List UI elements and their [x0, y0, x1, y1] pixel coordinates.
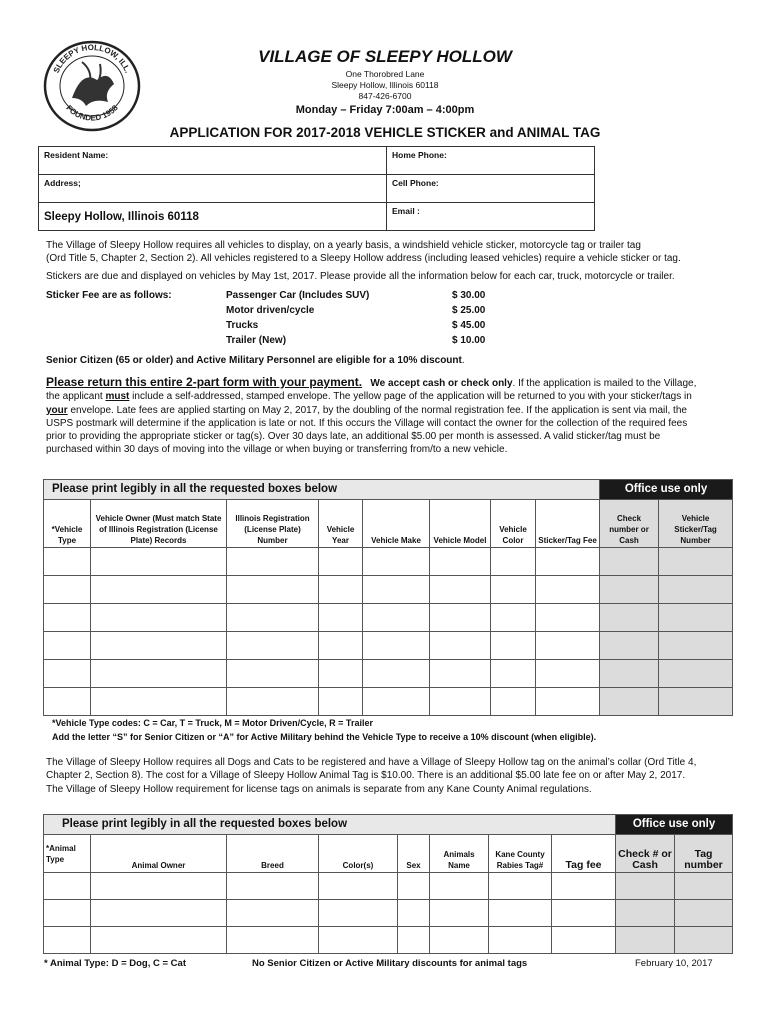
- animal-intro-line-2: Chapter 2, Section 8). The cost for a Village of Sleepy Hollow Animal Tag is $10.00. There is an additional $5.00 late fee on or after May 2, 2017.: [46, 770, 686, 782]
- table-row: [44, 660, 733, 688]
- col-sticker-number: Vehicle Sticker/Tag Number: [659, 500, 733, 548]
- col-vehicle-owner: Vehicle Owner (Must match State of Illinois Registration (License Plate) Records: [91, 500, 227, 548]
- return-heading: Please return this entire 2-part form with your payment.: [46, 375, 363, 389]
- email-field[interactable]: Email :: [387, 203, 595, 231]
- cell-phone-field[interactable]: Cell Phone:: [387, 175, 595, 203]
- return-instructions: [46, 376, 726, 457]
- col-vehicle-model: Vehicle Model: [430, 500, 491, 548]
- intro-line-2: (Ord Title 5, Chapter 2, Section 2). All vehicles registered to a Sleepy Hollow address (including leased vehicles) require a vehicle sticker or tag.: [46, 253, 681, 265]
- col-vehicle-type: *Vehicle Type: [44, 500, 91, 548]
- application-title: APPLICATION FOR 2017-2018 VEHICLE STICKER and ANIMAL TAG: [169, 125, 601, 140]
- fee-price: $ 10.00: [452, 335, 486, 346]
- animal-type-codes: * Animal Type: D = Dog, C = Cat: [44, 958, 186, 969]
- home-phone-field[interactable]: Home Phone:: [387, 147, 595, 175]
- animal-print-header: Please print legibly in all the requested boxes below: [44, 815, 616, 835]
- table-row: [44, 900, 733, 927]
- col-rabies-tag: Kane County Rabies Tag#: [489, 835, 552, 873]
- svg-text:FOUNDED 1958: FOUNDED 1958: [64, 103, 120, 123]
- table-row: [44, 688, 733, 716]
- payment-accept: We accept cash or check only: [370, 378, 513, 389]
- return-line-4: USPS postmark will determine if the application is late or not. If this occurs the Village will contact the owner for the collection of the required fees: [46, 417, 688, 429]
- col-vehicle-year: Vehicle Year: [319, 500, 363, 548]
- senior-note-period: .: [461, 355, 465, 366]
- col-sex: Sex: [398, 835, 430, 873]
- vehicle-intro: [46, 239, 726, 283]
- your-text: your: [46, 404, 68, 416]
- col-check-number: Check number or Cash: [600, 500, 659, 548]
- fee-name: Passenger Car (Includes SUV): [226, 290, 370, 301]
- svg-text:SLEEPY HOLLOW, ILL.: SLEEPY HOLLOW, ILL.: [51, 42, 133, 75]
- must-text: must: [105, 391, 130, 403]
- resident-name-field[interactable]: Resident Name:: [39, 147, 387, 175]
- phone-number: 847-426-6700: [358, 91, 412, 101]
- return-line-1: . If the application is mailed to the Village,: [512, 378, 697, 389]
- col-registration-number: Illinois Registration (License Plate) Number: [227, 500, 319, 548]
- intro-line-3: Stickers are due and displayed on vehicles by May 1st, 2017. Please provide all the information below for each car, truck, motorcycle or trailer.: [46, 270, 675, 282]
- table-row: [44, 927, 733, 954]
- address-line-2: Sleepy Hollow, Illinois 60118: [331, 80, 439, 90]
- senior-note-text: Senior Citizen (65 or older) and Active Military Personnel are eligible for a 10% discount: [46, 355, 462, 366]
- resident-info-table: [38, 146, 595, 231]
- col-vehicle-make: Vehicle Make: [363, 500, 430, 548]
- col-sticker-fee: Sticker/Tag Fee: [536, 500, 600, 548]
- return-line-6: purchased within 30 days of moving into the village or when buying or transferring from/to a new vehicle.: [46, 444, 508, 456]
- intro-line-1: The Village of Sleepy Hollow requires all vehicles to display, on a yearly basis, a windshield vehicle sticker, motorcycle tag or trailer tag: [46, 240, 641, 251]
- vehicle-type-codes: *Vehicle Type codes: C = Car, T = Truck, M = Motor Driven/Cycle, R = Trailer: [52, 718, 373, 728]
- discount-letter-note: Add the letter “S” for Senior Citizen or “A” for Active Military behind the Vehicle Type to receive a 10% discount (when eligible).: [52, 732, 597, 742]
- table-row: [44, 604, 733, 632]
- animal-table: [43, 814, 733, 954]
- animal-intro: [46, 756, 726, 796]
- col-breed: Breed: [227, 835, 319, 873]
- office-hours: Monday – Friday 7:00am – 4:00pm: [295, 104, 475, 116]
- fee-label: Sticker Fee are as follows:: [46, 290, 172, 301]
- table-row: [44, 576, 733, 604]
- fee-name: Trucks: [226, 320, 259, 331]
- form-date: February 10, 2017: [635, 958, 713, 969]
- table-row: [44, 548, 733, 576]
- col-animal-owner: Animal Owner: [91, 835, 227, 873]
- col-tag-fee: Tag fee: [552, 835, 616, 873]
- col-animal-name: Animals Name: [430, 835, 489, 873]
- senior-discount-note: [46, 355, 465, 366]
- col-check-or-cash: Check # or Cash: [616, 835, 675, 873]
- village-title: VILLAGE OF SLEEPY HOLLOW: [258, 47, 512, 66]
- city-field[interactable]: Sleepy Hollow, Illinois 60118: [39, 203, 387, 231]
- animal-intro-line-1: The Village of Sleepy Hollow requires all Dogs and Cats to be registered and have a Village of Sleepy Hollow tag on the animal’s collar (Ord Title 4,: [46, 757, 697, 768]
- vehicle-office-header: Office use only: [600, 480, 733, 500]
- fee-price: $ 25.00: [452, 305, 486, 316]
- address-field[interactable]: Address;: [39, 175, 387, 203]
- village-seal-logo: [42, 40, 142, 132]
- table-row: [44, 632, 733, 660]
- fee-price: $ 30.00: [452, 290, 486, 301]
- fee-name: Motor driven/cycle: [226, 305, 315, 316]
- vehicle-print-header: Please print legibly in all the requested boxes below: [44, 480, 600, 500]
- animal-office-header: Office use only: [616, 815, 733, 835]
- fee-price: $ 45.00: [452, 320, 486, 331]
- animal-intro-line-3: The Village of Sleepy Hollow requirement for license tags on animals is separate from any Kane County Animal regulations.: [46, 783, 592, 795]
- col-tag-number: Tag number: [675, 835, 733, 873]
- no-discount-note: No Senior Citizen or Active Military discounts for animal tags: [252, 958, 528, 969]
- address-line-1: One Thorobred Lane: [345, 69, 425, 79]
- col-colors: Color(s): [319, 835, 398, 873]
- col-vehicle-color: Vehicle Color: [491, 500, 536, 548]
- return-line-3: envelope. Late fees are applied starting on May 2, 2017, by the doubling of the normal registration fee. If the application is sent via mail, the: [67, 404, 687, 416]
- return-line-2a: the applicant: [46, 391, 106, 403]
- table-row: [44, 873, 733, 900]
- return-line-5: prior to providing the appropriate sticker or tag(s). Over 30 days late, an additional $5.00 per month is assessed. A valid sticker/tag must be: [46, 431, 661, 443]
- return-line-2b: include a self-addressed, stamped envelope. The yellow page of the application will be returned to you with your sticker/tags in: [129, 391, 692, 403]
- col-animal-type: *Animal Type: [44, 835, 91, 873]
- fee-name: Trailer (New): [226, 335, 287, 346]
- vehicle-table: [43, 479, 733, 716]
